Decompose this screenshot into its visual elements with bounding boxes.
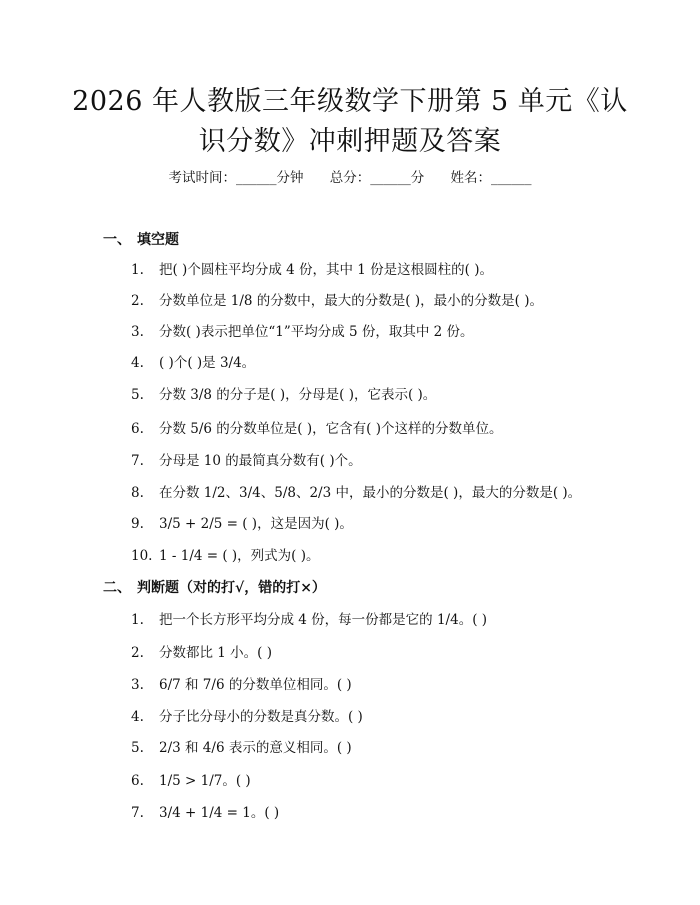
question-item <box>131 643 272 663</box>
question-number: 6. <box>131 773 144 789</box>
question-item <box>131 514 353 534</box>
question-item <box>131 610 487 630</box>
question-number: 10. <box>131 548 153 564</box>
question-text: 分数( )表示把单位“1”平均分成 5 份，取其中 2 份。 <box>159 324 474 340</box>
question-number: 7. <box>131 453 144 469</box>
question-item <box>131 803 279 823</box>
question-number: 7. <box>131 805 144 821</box>
question-text: 分数 5/6 的分数单位是( )，它含有( )个这样的分数单位。 <box>159 421 503 437</box>
question-text: 把一个长方形平均分成 4 份，每一份都是它的 1/4。( ) <box>159 612 488 628</box>
question-number: 1. <box>131 262 144 278</box>
question-item <box>131 451 362 471</box>
question-text: 分数 3/8 的分子是( )，分母是( )，它表示( )。 <box>159 387 437 403</box>
question-number: 3. <box>131 324 144 340</box>
title-line-1: 2026 年人教版三年级数学下册第 5 单元《认 <box>72 86 628 117</box>
section-number: 一、 <box>103 232 131 248</box>
section-heading <box>103 230 179 250</box>
question-number: 1. <box>131 612 144 628</box>
question-item <box>131 385 436 405</box>
question-text: 把( )个圆柱平均分成 4 份，其中 1 份是这根圆柱的( )。 <box>159 262 493 278</box>
question-item <box>131 546 320 566</box>
section-number: 二、 <box>103 580 131 596</box>
question-item <box>131 738 352 758</box>
question-item <box>131 353 255 373</box>
question-text: 分子比分母小的分数是真分数。( ) <box>159 709 363 725</box>
student-name: 姓名：______ <box>450 170 532 186</box>
section-title: 判断题（对的打√，错的打×） <box>137 580 326 596</box>
question-item <box>131 419 502 439</box>
question-text: 分数都比 1 小。( ) <box>159 645 272 661</box>
question-item <box>131 707 363 727</box>
question-number: 6. <box>131 421 144 437</box>
question-number: 8. <box>131 485 144 501</box>
question-text: 2/3 和 4/6 表示的意义相同。( ) <box>159 740 352 756</box>
question-text: 6/7 和 7/6 的分数单位相同。( ) <box>159 677 352 693</box>
section-heading <box>103 578 326 598</box>
question-number: 5. <box>131 387 144 403</box>
question-text: 在分数 1/2、3/4、5/8、2/3 中，最小的分数是( )，最大的分数是( )。 <box>159 485 582 501</box>
question-number: 2. <box>131 645 144 661</box>
section-title: 填空题 <box>137 232 179 248</box>
question-text: 3/5 + 2/5 = ( )，这是因为( )。 <box>159 516 353 532</box>
question-text: 1 - 1/4 = ( )，列式为( )。 <box>159 548 320 564</box>
question-item <box>131 771 251 791</box>
exam-meta <box>0 168 700 188</box>
question-item <box>131 675 352 695</box>
question-item <box>131 260 493 280</box>
total-score: 总分：______分 <box>329 170 425 186</box>
document-title <box>60 82 640 162</box>
question-number: 2. <box>131 293 144 309</box>
question-text: 分母是 10 的最简真分数有( )个。 <box>159 453 362 469</box>
question-number: 9. <box>131 516 144 532</box>
exam-time: 考试时间：______分钟 <box>168 170 304 186</box>
question-item <box>131 322 474 342</box>
title-line-2: 识分数》冲刺押题及答案 <box>198 126 502 157</box>
question-item <box>131 483 581 503</box>
question-number: 4. <box>131 355 144 371</box>
question-number: 4. <box>131 709 144 725</box>
question-item <box>131 291 543 311</box>
question-text: 1/5 > 1/7。( ) <box>159 773 251 789</box>
question-number: 3. <box>131 677 144 693</box>
question-text: ( )个( )是 3/4。 <box>159 355 256 371</box>
question-number: 5. <box>131 740 144 756</box>
question-text: 3/4 + 1/4 = 1。( ) <box>159 805 280 821</box>
question-text: 分数单位是 1/8 的分数中，最大的分数是( )，最小的分数是( )。 <box>159 293 543 309</box>
